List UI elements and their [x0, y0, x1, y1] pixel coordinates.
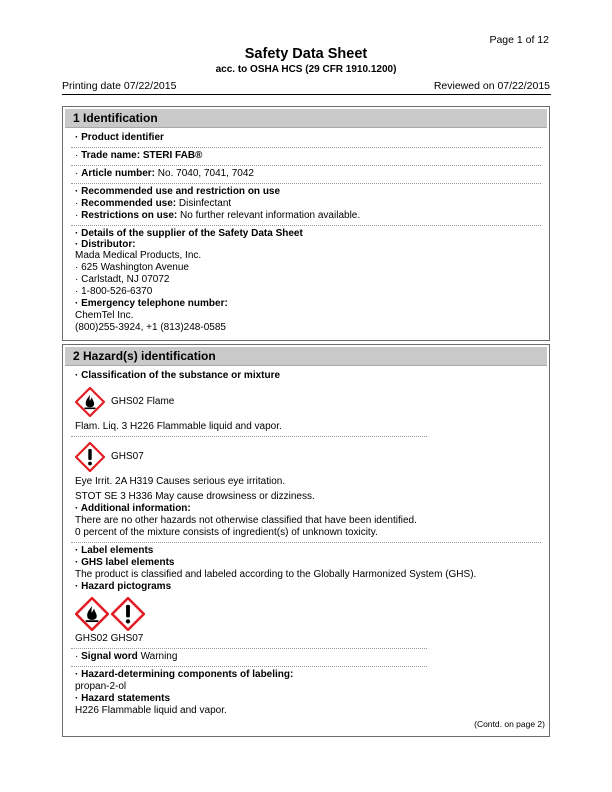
pictogram-label: GHS07: [111, 451, 144, 463]
dotted-separator: [71, 165, 541, 166]
printing-date: Printing date 07/22/2015: [62, 80, 177, 92]
restrictions-line: [75, 210, 539, 222]
recommended-use-label: Recommended use:: [81, 198, 177, 210]
hazard-components-label: · Hazard-determining components of labeling:: [75, 669, 539, 681]
additional-info-line: There are no other hazards not otherwise classified that have been identified.: [75, 515, 417, 527]
signal-word-line: [75, 651, 539, 663]
continued-note: (Contd. on page 2): [474, 719, 545, 730]
pictogram-label: GHS02 Flame: [111, 396, 175, 408]
restrictions-value: No further relevant information available.: [180, 210, 361, 222]
recommended-use-heading: · Recommended use and restriction on use: [75, 186, 539, 198]
hazard-statements-value: H226 Flammable liquid and vapor.: [75, 705, 227, 717]
section-hazard-identification: [62, 344, 550, 737]
pictogram-row: [75, 387, 547, 417]
recommended-use-line: [75, 198, 539, 210]
distributor-line: · 1-800-526-6370: [75, 286, 539, 298]
page-number: Page 1 of 12: [489, 34, 549, 46]
distributor-line: Mada Medical Products, Inc.: [75, 250, 202, 262]
hazard-pictograms-heading: · Hazard pictograms: [75, 581, 539, 593]
product-identifier: · Product identifier: [75, 132, 539, 144]
hazard-pictograms: [75, 597, 547, 631]
section-heading: 2 Hazard(s) identification: [65, 347, 547, 366]
trade-name-label: Trade name:: [81, 150, 141, 162]
document-subtitle: acc. to OSHA HCS (29 CFR 1910.1200): [215, 64, 397, 75]
document-title: Safety Data Sheet: [244, 46, 368, 62]
hazard-classification: Eye Irrit. 2A H319 Causes serious eye irritation.: [75, 476, 286, 488]
ghs-label-elements-heading: · GHS label elements: [75, 557, 539, 569]
article-value: No. 7040, 7041, 7042: [157, 168, 254, 180]
dotted-separator: [71, 183, 541, 184]
article-number-line: [75, 168, 539, 180]
dotted-separator: [71, 147, 541, 148]
pictograms-caption: GHS02 GHS07: [75, 633, 144, 645]
dotted-separator: [71, 542, 541, 543]
signal-word-label: Signal word: [81, 651, 138, 663]
label-elements-heading: · Label elements: [75, 545, 539, 557]
flame-pictogram-icon: [75, 597, 109, 631]
emergency-line: (800)255-3924, +1 (813)248-0585: [75, 322, 226, 334]
trade-name-line: [75, 150, 539, 162]
additional-info-line: 0 percent of the mixture consists of ingredient(s) of unknown toxicity.: [75, 527, 378, 539]
dotted-separator: [71, 436, 427, 437]
dotted-separator: [71, 666, 427, 667]
hazard-classification: Flam. Liq. 3 H226 Flammable liquid and vapor.: [75, 421, 282, 433]
distributor-line: · 625 Washington Avenue: [75, 262, 539, 274]
classification-heading: · Classification of the substance or mixture: [75, 370, 539, 382]
trade-name-value: STERI FAB®: [142, 150, 203, 162]
article-label: Article number:: [81, 168, 156, 180]
recommended-use-value: Disinfectant: [178, 198, 232, 210]
exclamation-pictogram-icon: [75, 442, 105, 472]
dotted-separator: [71, 225, 541, 226]
supplier-heading: · Details of the supplier of the Safety Data Sheet: [75, 228, 539, 240]
additional-info-label: · Additional information:: [75, 503, 539, 515]
exclamation-pictogram-icon: [111, 597, 145, 631]
hazard-components-value: propan-2-ol: [75, 681, 127, 693]
signal-word-value: Warning: [140, 651, 178, 663]
dotted-separator: [71, 648, 427, 649]
emergency-line: ChemTel Inc.: [75, 310, 134, 322]
reviewed-date: Reviewed on 07/22/2015: [433, 80, 550, 92]
distributor-line: · Carlstadt, NJ 07072: [75, 274, 539, 286]
section-identification: [62, 106, 550, 341]
pictogram-row: [75, 442, 547, 472]
hazard-classification: STOT SE 3 H336 May cause drowsiness or dizziness.: [75, 491, 315, 503]
distributor-label: · Distributor:: [75, 240, 539, 250]
hazard-statements-label: · Hazard statements: [75, 693, 539, 705]
section-heading: 1 Identification: [65, 109, 547, 128]
header-divider: [62, 94, 551, 95]
restrictions-label: Restrictions on use:: [81, 210, 178, 222]
emergency-label: · Emergency telephone number:: [75, 298, 539, 310]
flame-pictogram-icon: [75, 387, 105, 417]
ghs-label-text: The product is classified and labeled according to the Globally Harmonized System (GHS).: [75, 569, 477, 581]
